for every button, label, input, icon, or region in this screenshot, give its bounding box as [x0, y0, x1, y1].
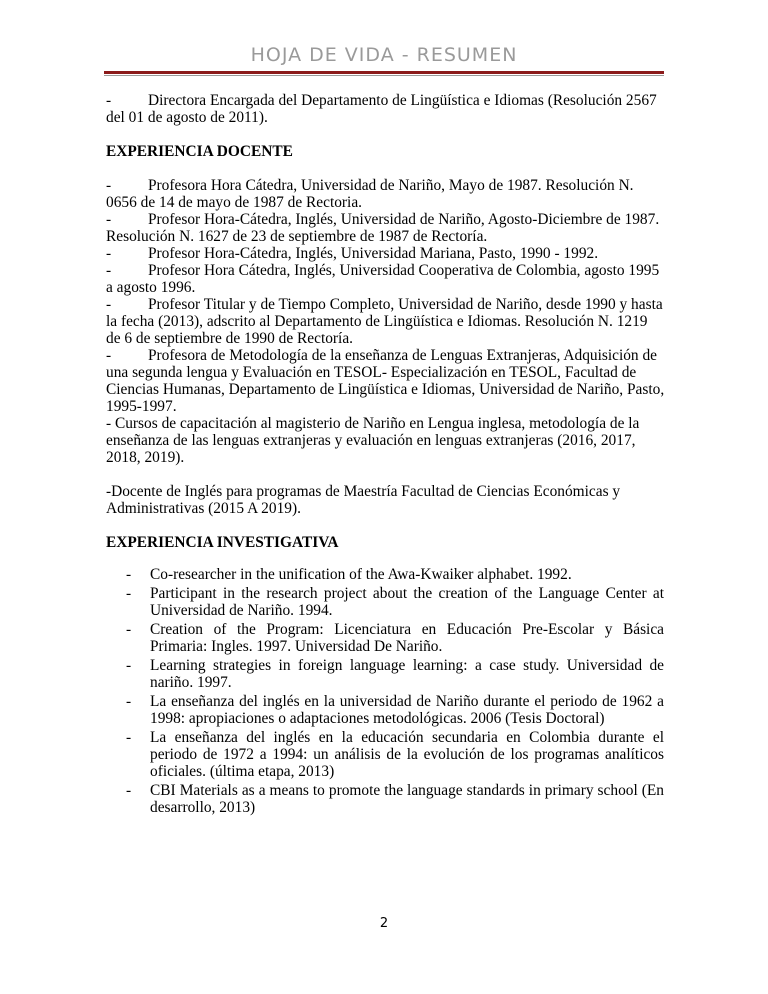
list-item-text: Creation of the Program: Licenciatura en Educación Pre-Escolar y Básica Primaria: Ingles. 1997. Universidad De Nariño. — [150, 621, 664, 655]
docente-item-line: Profesora Hora Cátedra, Universidad de Nariño, Mayo de 1987. Resolución N. — [148, 177, 634, 194]
maestria-line: -Docente de Inglés para programas de Maestría Facultad de Ciencias Económicas y — [106, 483, 621, 500]
item-dash: - — [106, 262, 112, 279]
intro-line: Directora Encargada del Departamento de Lingüística e Idiomas (Resolución 2567 — [148, 92, 657, 109]
bullet-dash: - — [126, 729, 132, 746]
header-rule-red — [104, 71, 664, 74]
cursos-line: enseñanza de las lenguas extranjeras y evaluación en lenguas extranjeras (2016, 2017, — [106, 432, 636, 449]
docente-item-line: la fecha (2013), adscrito al Departamento de Lingüística e Idiomas. Resolución N. 1219 — [106, 313, 648, 330]
list-item-text: Learning strategies in foreign language learning: a case study. Universidad de nariño. 1997. — [150, 657, 664, 691]
list-item — [106, 585, 664, 619]
docente-list — [106, 177, 664, 466]
docente-item — [106, 296, 664, 347]
list-item — [106, 693, 664, 727]
section-heading-docente: EXPERIENCIA DOCENTE — [106, 143, 293, 160]
bullet-dash: - — [126, 585, 132, 602]
docente-item-line: Profesora de Metodología de la enseñanza de Lenguas Extranjeras, Adquisición de — [148, 347, 658, 364]
list-item-text: CBI Materials as a means to promote the language standards in primary school (En desarrollo, 2013) — [150, 782, 664, 816]
list-item — [106, 782, 664, 816]
list-item — [106, 566, 664, 583]
item-dash: - — [106, 296, 112, 313]
list-item — [106, 729, 664, 780]
intro-line: del 01 de agosto de 2011). — [106, 109, 268, 126]
docente-item-line: Profesor Hora-Cátedra, Inglés, Universidad de Nariño, Agosto-Diciembre de 1987. — [148, 211, 660, 228]
docente-item — [106, 211, 664, 245]
cursos-line: - Cursos de capacitación al magisterio de Nariño en Lengua inglesa, metodología de la — [106, 415, 640, 432]
docente-item — [106, 245, 664, 262]
cursos-line: 2018, 2019). — [106, 449, 185, 466]
bullet-dash: - — [126, 693, 132, 710]
bullet-dash: - — [126, 621, 132, 638]
docente-item — [106, 177, 664, 211]
docente-maestria — [106, 483, 664, 517]
section-heading-investigativa: EXPERIENCIA INVESTIGATIVA — [106, 534, 339, 551]
docente-item-line: Profesor Titular y de Tiempo Completo, Universidad de Nariño, desde 1990 y hasta — [148, 296, 663, 313]
bullet-dash: - — [126, 782, 132, 799]
list-item-text: Co-researcher in the unification of the Awa-Kwaiker alphabet. 1992. — [150, 566, 572, 583]
intro-item — [106, 92, 664, 126]
item-dash: - — [106, 211, 112, 228]
bullet-dash: - — [126, 566, 132, 583]
list-item — [106, 657, 664, 691]
maestria-line: Administrativas (2015 A 2019). — [106, 500, 301, 517]
list-item-text: Participant in the research project about the creation of the Language Center at Universidad de Nariño. 1994. — [150, 585, 664, 619]
docente-item-line: Profesor Hora-Cátedra, Inglés, Universidad Mariana, Pasto, 1990 - 1992. — [148, 245, 599, 262]
page-header-title: HOJA DE VIDA - RESUMEN — [250, 44, 518, 66]
item-dash: - — [106, 347, 112, 364]
page-number: 2 — [379, 916, 389, 931]
docente-item-line: Ciencias Humanas, Departamento de Lingüística e Idiomas, Universidad de Nariño, Pasto, — [106, 381, 665, 398]
header-rule-gray — [104, 75, 664, 76]
item-dash: - — [106, 245, 112, 262]
docente-item-line: una segunda lengua y Evaluación en TESOL- Especialización en TESOL, Facultad de — [106, 364, 637, 381]
bullet-dash: - — [126, 657, 132, 674]
document-body — [106, 92, 664, 818]
item-dash: - — [106, 92, 112, 109]
docente-item-line: 0656 de 14 de mayo de 1987 de Rectoria. — [106, 194, 363, 211]
docente-item-line: 1995-1997. — [106, 398, 177, 415]
docente-item-line: a agosto 1996. — [106, 279, 196, 296]
list-item-text: La enseñanza del inglés en la universidad de Nariño durante el periodo de 1962 a 1998: apropiaciones o adaptaciones metodológicas. 2006 (Tesis Doctoral) — [150, 693, 664, 727]
docente-item-line: de 6 de septiembre de 1990 de Rectoría. — [106, 330, 354, 347]
list-item — [106, 621, 664, 655]
docente-item — [106, 347, 664, 415]
docente-item-line: Profesor Hora Cátedra, Inglés, Universidad Cooperativa de Colombia, agosto 1995 — [148, 262, 660, 279]
docente-item-line: Resolución N. 1627 de 23 de septiembre de 1987 de Rectoría. — [106, 228, 488, 245]
list-item-text: La enseñanza del inglés en la educación secundaria en Colombia durante el periodo de 1972 a 1994: un análisis de la evolución de los programas analíticos oficiales. (última etapa, 2013) — [150, 729, 664, 780]
investigativa-list — [106, 566, 664, 816]
item-dash: - — [106, 177, 112, 194]
docente-cursos — [106, 415, 664, 466]
docente-item — [106, 262, 664, 296]
